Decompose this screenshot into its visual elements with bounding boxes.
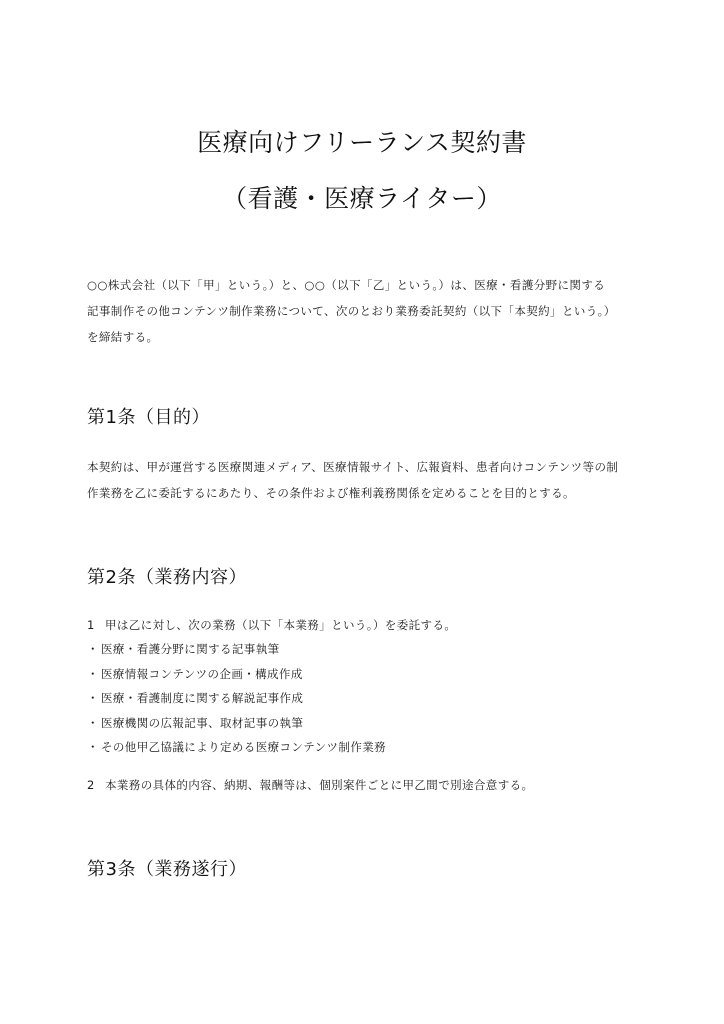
clause-text: 本業務の具体的内容、納期、報酬等は、個別案件ごとに甲乙間で別途合意する。 [105, 778, 534, 792]
article-1-body [87, 454, 647, 506]
bullet-icon: ・ [87, 691, 99, 705]
article-3-heading: 第3条（業務遂行） [87, 859, 247, 880]
article-1-heading: 第1条（目的） [87, 407, 210, 428]
list-item [87, 661, 647, 686]
clause-line [87, 772, 647, 798]
preamble-line: を締結する。 [87, 330, 159, 344]
bullet-icon: ・ [87, 740, 99, 754]
list-item [87, 636, 647, 661]
clause-text: 甲は乙に対し、次の業務（以下「本業務」という。）を委託する。 [105, 618, 457, 632]
article-2-clause-1 [87, 612, 647, 638]
list-item [87, 734, 647, 759]
document-subtitle: （看護・医療ライター） [222, 184, 502, 213]
bullet-icon: ・ [87, 715, 99, 730]
clause-line [87, 612, 647, 638]
clause-number: 1 [87, 618, 95, 632]
list-item-text: 医療・看護制度に関する解説記事作成 [101, 691, 304, 705]
preamble [87, 272, 647, 350]
article-2-heading: 第2条（業務内容） [87, 567, 247, 588]
article-2-clause-2 [87, 772, 647, 798]
article-1-line: 作業務を乙に委託するにあたり、その条件および権利義務関係を定めることを目的とする。 [87, 486, 575, 500]
list-item-text: その他甲乙協議により定める医療コンテンツ制作業務 [101, 740, 387, 754]
list-item-text: 医療・看護分野に関する記事執筆 [101, 642, 280, 656]
article-2-bullet-list [87, 636, 647, 759]
preamble-line: ○○株式会社（以下「甲」という。）と、○○（以下「乙」という。）は、医療・看護分野に関する [87, 278, 606, 292]
bullet-icon: ・ [87, 642, 99, 656]
document-title: 医療向けフリーランス契約書 [197, 128, 527, 157]
article-1-line: 本契約は、甲が運営する医療関連メディア、医療情報サイト、広報資料、患者向けコンテンツ等の制 [87, 460, 619, 474]
list-item [87, 710, 647, 735]
bullet-icon: ・ [87, 666, 99, 681]
preamble-line: 記事制作その他コンテンツ制作業務について、次のとおり業務委託契約（以下「本契約」という。） [87, 304, 616, 318]
list-item-text: 医療機関の広報記事、取材記事の執筆 [101, 715, 304, 730]
list-item-text: 医療情報コンテンツの企画・構成作成 [101, 666, 303, 681]
list-item [87, 685, 647, 710]
clause-number: 2 [87, 778, 95, 792]
